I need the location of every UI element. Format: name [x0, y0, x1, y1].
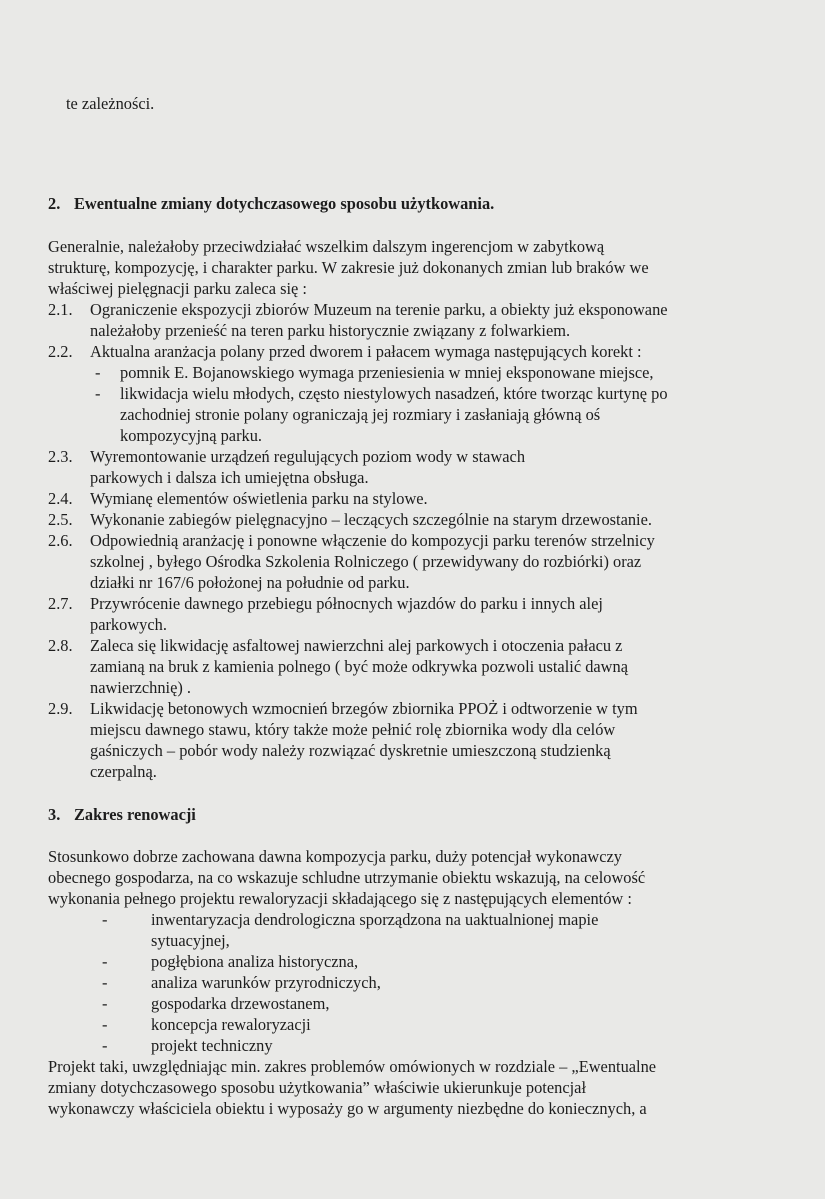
item-line: działki nr 167/6 położonej na południe od parku. — [90, 573, 410, 592]
item-line: należałoby przenieść na teren parku historycznie związany z folwarkiem. — [90, 321, 571, 340]
item-line: gaśniczych – pobór wody należy rozwiązać dyskretnie umieszczoną studzienką — [90, 741, 611, 760]
subitem-line: kompozycyjną parku. — [120, 426, 263, 445]
list-line: analiza warunków przyrodniczych, — [151, 973, 381, 992]
item-line: szkolnej , byłego Ośrodka Szkolenia Rolniczego ( przewidywany do rozbiórki) oraz — [90, 552, 642, 571]
subitem-line: zachodniej stronie polany ograniczają jej rozmiary i zasłaniają główną oś — [120, 405, 601, 424]
item-line: Wymianę elementów oświetlenia parku na stylowe. — [90, 489, 428, 508]
subitem-dash: - — [95, 384, 101, 403]
section2-paragraph-line: Generalnie, należałoby przeciwdziałać wszelkim dalszym ingerencjom w zabytkową — [48, 237, 605, 256]
list-dash: - — [102, 973, 108, 992]
list-line: projekt techniczny — [151, 1036, 273, 1055]
item-line: nawierzchnię) . — [90, 678, 192, 697]
item-number: 2.7. — [48, 594, 73, 613]
section3-title: Zakres renowacji — [74, 805, 196, 824]
list-dash: - — [102, 910, 108, 929]
section3-paragraph-line: Stosunkowo dobrze zachowana dawna kompozycja parku, duży potencjał wykonawczy — [48, 847, 622, 866]
item-line: Zaleca się likwidację asfaltowej nawierzchni alej parkowych i otoczenia pałacu z — [90, 636, 623, 655]
list-dash: - — [102, 1015, 108, 1034]
section2-title: Ewentualne zmiany dotychczasowego sposobu użytkowania. — [74, 194, 495, 213]
section2-paragraph-line: strukturę, kompozycję, i charakter parku. W zakresie już dokonanych zmian lub braków we — [48, 258, 649, 277]
list-dash: - — [102, 1036, 108, 1055]
section3-closing-line: wykonawczy właściciela obiektu i wyposaży go w argumenty niezbędne do koniecznych, a — [48, 1099, 647, 1118]
list-line: koncepcja rewaloryzacji — [151, 1015, 311, 1034]
item-line: Aktualna aranżacja polany przed dworem i pałacem wymaga następujących korekt : — [90, 342, 642, 361]
item-line: Przywrócenie dawnego przebiegu północnych wjazdów do parku i innych alej — [90, 594, 603, 613]
list-dash: - — [102, 994, 108, 1013]
item-number: 2.6. — [48, 531, 73, 550]
list-line: gospodarka drzewostanem, — [151, 994, 330, 1013]
item-line: Likwidację betonowych wzmocnień brzegów zbiornika PPOŻ i odtworzenie w tym — [90, 699, 638, 718]
item-number: 2.5. — [48, 510, 73, 529]
subitem-dash: - — [95, 363, 101, 382]
section3-paragraph-line: obecnego gospodarza, na co wskazuje schludne utrzymanie obiektu wskazują, na celowość — [48, 868, 646, 887]
item-number: 2.1. — [48, 300, 73, 319]
item-line: parkowych i dalsza ich umiejętna obsługa. — [90, 468, 369, 487]
section2-number: 2. — [48, 194, 61, 213]
item-number: 2.9. — [48, 699, 73, 718]
item-line: Ograniczenie ekspozycji zbiorów Muzeum na terenie parku, a obiekty już eksponowane — [90, 300, 668, 319]
list-line: pogłębiona analiza historyczna, — [151, 952, 359, 971]
item-line: zamianą na bruk z kamienia polnego ( być może odkrywka pozwoli ustalić dawną — [90, 657, 628, 676]
subitem-line: pomnik E. Bojanowskiego wymaga przeniesienia w mniej eksponowane miejsce, — [120, 363, 654, 382]
item-number: 2.8. — [48, 636, 73, 655]
section3-closing-line: Projekt taki, uwzględniając min. zakres problemów omówionych w rozdziale – „Ewentualne — [48, 1057, 657, 1076]
item-number: 2.2. — [48, 342, 73, 361]
section3-number: 3. — [48, 805, 61, 824]
list-line: inwentaryzacja dendrologiczna sporządzona na uaktualnionej mapie — [151, 910, 599, 929]
item-line: czerpalną. — [90, 762, 157, 781]
list-dash: - — [102, 952, 108, 971]
item-line: Odpowiednią aranżację i ponowne włączenie do kompozycji parku terenów strzelnicy — [90, 531, 655, 550]
item-line: miejscu dawnego stawu, który także może pełnić rolę zbiornika wody dla celów — [90, 720, 616, 739]
item-number: 2.4. — [48, 489, 73, 508]
section2-paragraph-line: właściwej pielęgnacji parku zaleca się : — [48, 279, 307, 298]
section3-paragraph-line: wykonania pełnego projektu rewaloryzacji składającego się z następujących elementów : — [48, 889, 632, 908]
item-line: parkowych. — [90, 615, 167, 634]
subitem-line: likwidacja wielu młodych, często niestylowych nasadzeń, które tworząc kurtynę po — [120, 384, 668, 403]
list-line: sytuacyjnej, — [151, 931, 230, 950]
item-line: Wykonanie zabiegów pielęgnacyjno – leczących szczególnie na starym drzewostanie. — [90, 510, 652, 529]
item-number: 2.3. — [48, 447, 73, 466]
section3-closing-line: zmiany dotychczasowego sposobu użytkowania” właściwie ukierunkuje potencjał — [48, 1078, 586, 1097]
item-line: Wyremontowanie urządzeń regulujących poziom wody w stawach — [90, 447, 526, 466]
intro-tail: te zależności. — [66, 94, 155, 113]
